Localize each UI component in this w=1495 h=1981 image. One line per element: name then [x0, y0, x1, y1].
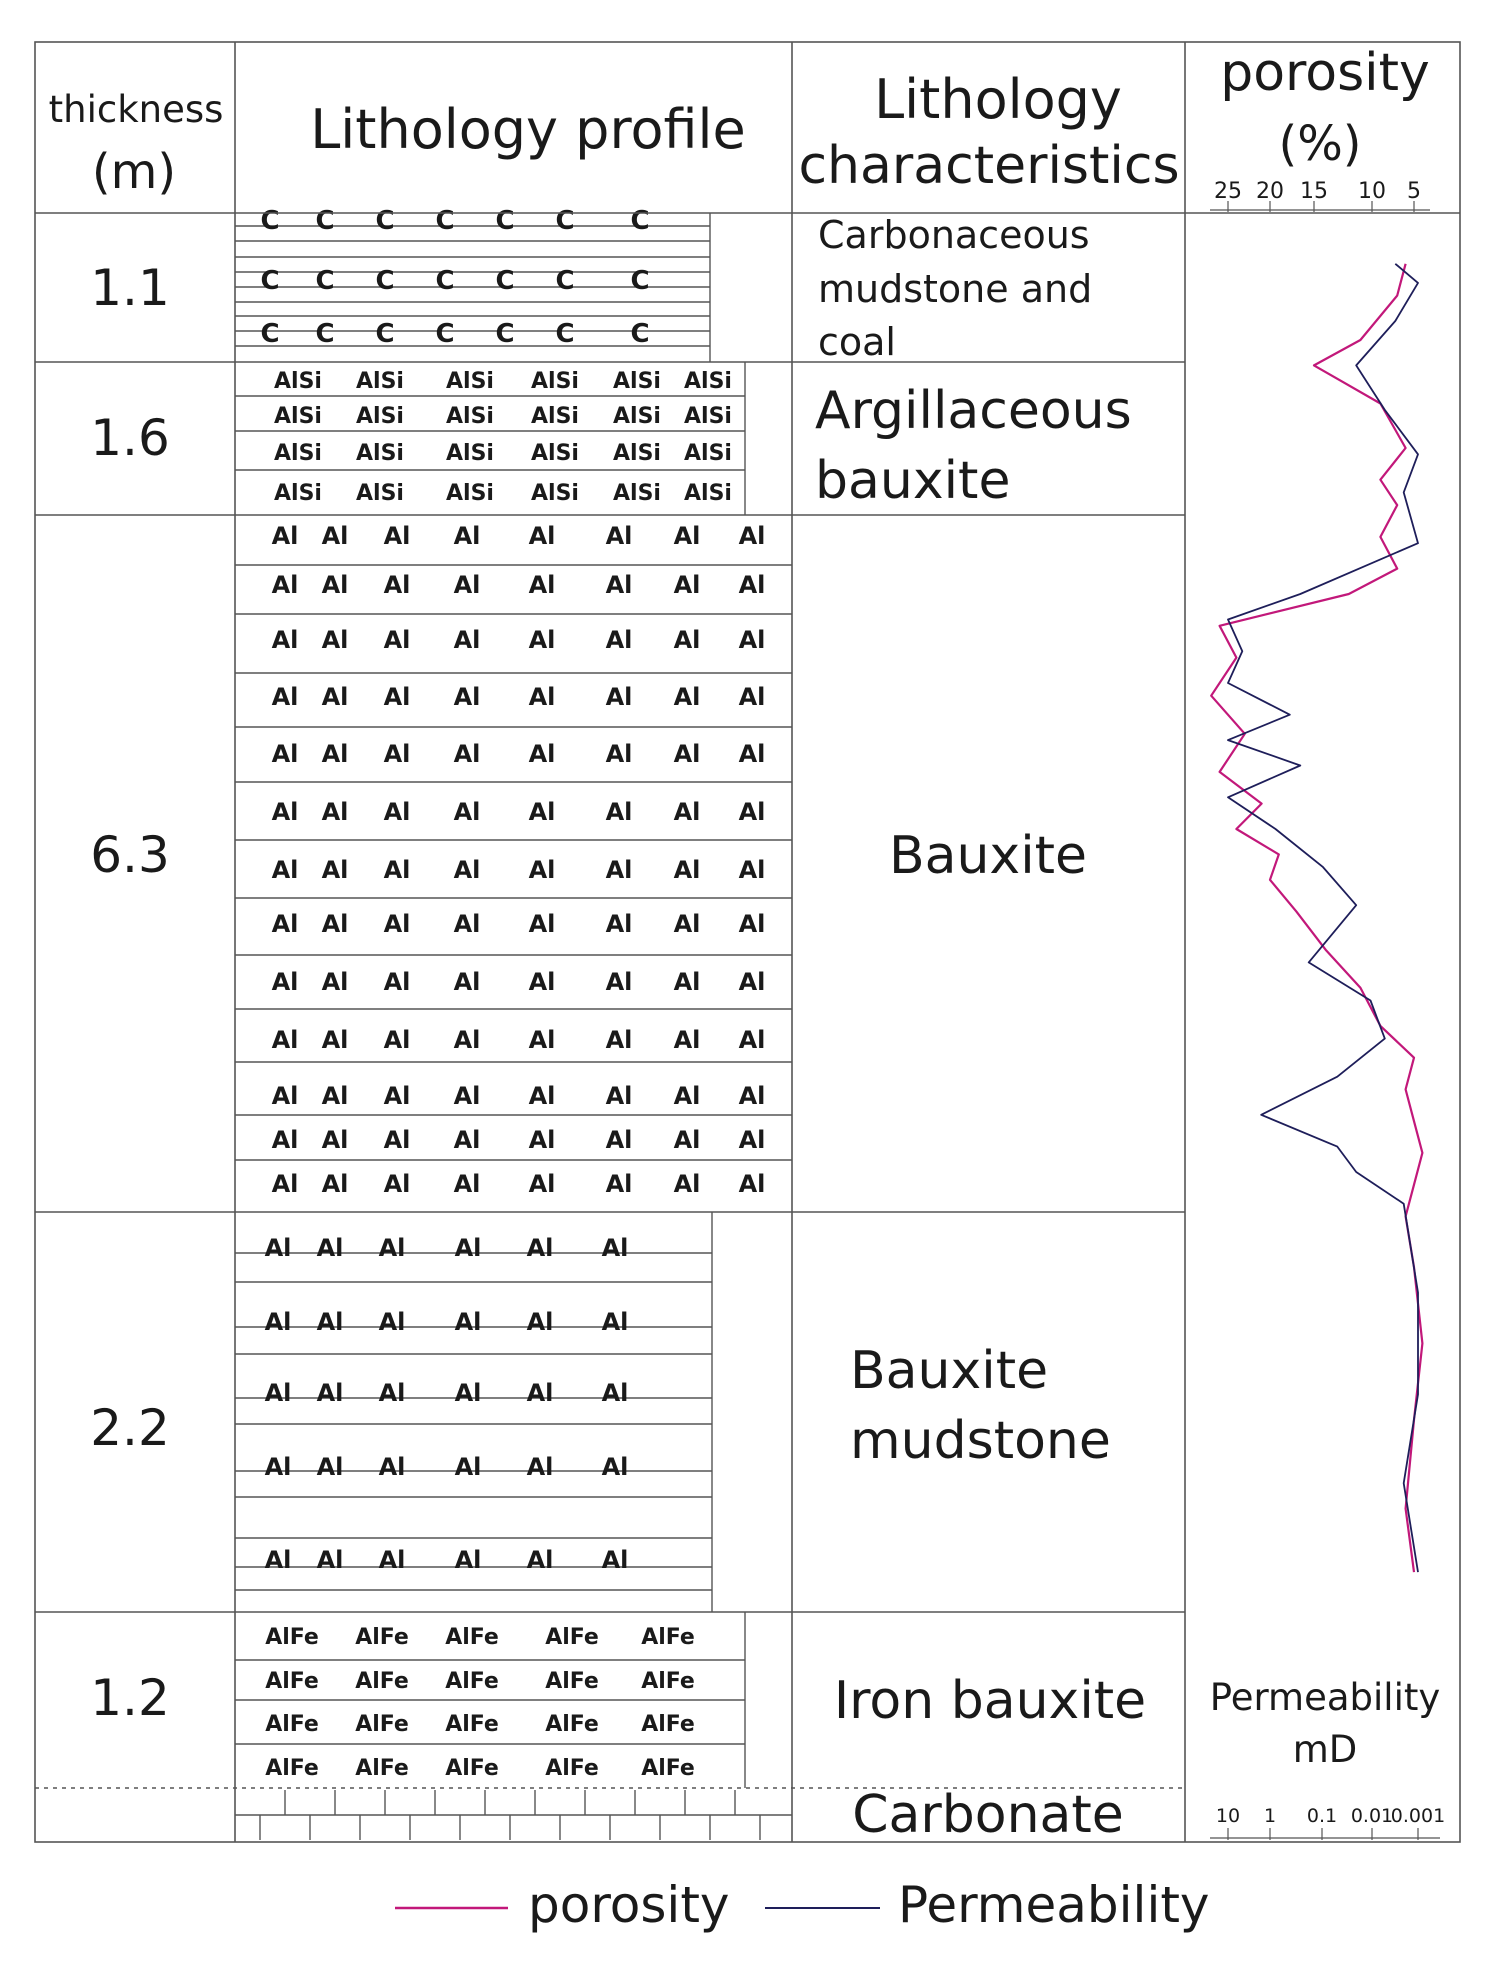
pattern-symbol: Al	[738, 1126, 766, 1154]
pattern-symbol: Al	[453, 1082, 481, 1110]
table-border	[35, 42, 1460, 1842]
legend-permeability-label: Permeability	[898, 1876, 1210, 1934]
pattern-symbol: AlSi	[531, 369, 579, 394]
pattern-symbol: Al	[528, 1170, 556, 1198]
layer-thickness: 1.2	[90, 1669, 170, 1727]
pattern-symbol: Al	[321, 626, 349, 654]
pattern-symbol: Al	[316, 1546, 344, 1574]
pattern-symbol: Al	[601, 1379, 629, 1407]
pattern-symbol: Al	[601, 1453, 629, 1481]
pattern-symbol: Al	[528, 626, 556, 654]
pattern-symbol: Al	[383, 1026, 411, 1054]
pattern-symbol: Al	[605, 1082, 633, 1110]
layer-description: Carbonate	[852, 1785, 1124, 1845]
pattern-symbol: Al	[264, 1379, 292, 1407]
layer-description: Iron bauxite	[833, 1671, 1147, 1731]
pattern-symbol: Al	[526, 1379, 554, 1407]
porosity-curve	[1211, 264, 1422, 1572]
pattern-symbol: Al	[605, 968, 633, 996]
pattern-symbol: C	[555, 319, 575, 349]
pattern-symbol: Al	[271, 571, 299, 599]
pattern-symbol: Al	[383, 910, 411, 938]
pattern-symbol: C	[260, 319, 280, 349]
pattern-symbol: Al	[454, 1234, 482, 1262]
pattern-symbol: Al	[383, 522, 411, 550]
pattern-symbol: AlFe	[445, 1712, 499, 1737]
pattern-symbol: AlFe	[265, 1669, 319, 1694]
pattern-symbol: Al	[316, 1453, 344, 1481]
pattern-symbol: Al	[673, 626, 701, 654]
layer-description: mudstone	[850, 1411, 1111, 1471]
thickness-header: thickness	[48, 88, 224, 131]
log-curves	[1211, 264, 1422, 1572]
pattern-symbol: Al	[738, 910, 766, 938]
pattern-symbol: AlSi	[446, 481, 494, 506]
pattern-symbol: AlSi	[356, 404, 404, 429]
pattern-symbol: C	[495, 266, 515, 296]
pattern-symbol: AlSi	[356, 441, 404, 466]
pattern-symbol: Al	[526, 1453, 554, 1481]
pattern-symbol: Al	[378, 1379, 406, 1407]
pattern-symbol: Al	[605, 798, 633, 826]
table-grid	[35, 42, 1460, 1842]
pattern-symbol: Al	[271, 683, 299, 711]
layer-description: Argillaceous	[815, 381, 1132, 441]
pattern-symbol: Al	[528, 683, 556, 711]
pattern-symbol: Al	[453, 571, 481, 599]
pattern-symbol: AlSi	[274, 369, 322, 394]
layer-description: bauxite	[815, 451, 1011, 511]
pattern-symbol: AlFe	[445, 1669, 499, 1694]
pattern-symbol: C	[555, 206, 575, 236]
pattern-symbol: Al	[453, 683, 481, 711]
pattern-symbol: Al	[453, 856, 481, 884]
pattern-symbol: C	[315, 266, 335, 296]
pattern-symbol: Al	[378, 1234, 406, 1262]
pattern-symbol: Al	[383, 740, 411, 768]
pattern-symbol: Al	[321, 522, 349, 550]
layer-thickness: 6.3	[90, 826, 170, 884]
pattern-symbol: C	[495, 319, 515, 349]
pattern-symbol: Al	[321, 856, 349, 884]
pattern-symbol: AlFe	[355, 1756, 409, 1781]
pattern-symbol: AlSi	[613, 369, 661, 394]
layer-description: Bauxite	[888, 826, 1088, 886]
pattern-symbol: AlSi	[274, 404, 322, 429]
pattern-symbol: Al	[738, 1082, 766, 1110]
pattern-symbol: AlFe	[641, 1625, 695, 1650]
pattern-symbol: AlFe	[545, 1625, 599, 1650]
pattern-symbol: C	[375, 266, 395, 296]
layer-description: mudstone and	[818, 267, 1093, 311]
pattern-symbol: Al	[453, 626, 481, 654]
pattern-symbol: Al	[271, 1026, 299, 1054]
pattern-symbol: Al	[453, 1170, 481, 1198]
pattern-symbol: AlFe	[355, 1669, 409, 1694]
permeability-unit: mD	[1292, 1728, 1358, 1771]
pattern-symbol: Al	[383, 683, 411, 711]
pattern-symbol: Al	[271, 856, 299, 884]
pattern-symbol: Al	[378, 1453, 406, 1481]
table-header	[49, 43, 1430, 212]
pattern-symbol: Al	[453, 522, 481, 550]
pattern-symbol: Al	[454, 1453, 482, 1481]
porosity-unit: (%)	[1278, 116, 1362, 172]
pattern-symbol: AlSi	[613, 441, 661, 466]
pattern-symbol: Al	[383, 571, 411, 599]
pattern-symbol: Al	[528, 968, 556, 996]
pattern-symbol: Al	[264, 1453, 292, 1481]
pattern-symbol: Al	[738, 626, 766, 654]
pattern-symbol: Al	[738, 740, 766, 768]
pattern-symbol: Al	[605, 1026, 633, 1054]
pattern-symbol: Al	[528, 571, 556, 599]
pattern-symbol: Al	[673, 1026, 701, 1054]
layer-description: Carbonaceous	[818, 213, 1090, 257]
layer-thickness: 2.2	[90, 1399, 170, 1457]
pattern-symbol: C	[435, 266, 455, 296]
pattern-symbol: Al	[601, 1546, 629, 1574]
pattern-symbol: Al	[453, 798, 481, 826]
pattern-symbol: Al	[528, 1026, 556, 1054]
permeability-tick-label: 0.001	[1390, 1805, 1446, 1827]
pattern-symbol: Al	[601, 1308, 629, 1336]
pattern-symbol: Al	[321, 1082, 349, 1110]
thickness-unit: (m)	[91, 144, 177, 200]
pattern-symbol: Al	[321, 798, 349, 826]
layer-description: coal	[818, 320, 896, 364]
pattern-symbol: Al	[383, 1170, 411, 1198]
pattern-symbol: AlFe	[641, 1712, 695, 1737]
pattern-symbol: Al	[673, 1170, 701, 1198]
permeability-tick-label: 10	[1215, 1805, 1241, 1827]
pattern-symbol: Al	[321, 571, 349, 599]
pattern-symbol: Al	[321, 740, 349, 768]
pattern-symbol: Al	[321, 683, 349, 711]
pattern-symbol: Al	[673, 968, 701, 996]
pattern-symbol: Al	[738, 1026, 766, 1054]
pattern-symbol: Al	[528, 522, 556, 550]
pattern-symbol: Al	[673, 856, 701, 884]
pattern-symbol: Al	[454, 1308, 482, 1336]
pattern-symbol: AlFe	[355, 1625, 409, 1650]
pattern-symbol: Al	[454, 1379, 482, 1407]
layer-thickness: 1.6	[90, 409, 170, 467]
permeability-scale	[1210, 1676, 1445, 1840]
pattern-symbol: C	[260, 266, 280, 296]
pattern-symbol: Al	[528, 856, 556, 884]
pattern-symbol: Al	[738, 1170, 766, 1198]
pattern-symbol: Al	[605, 1126, 633, 1154]
pattern-symbol: AlSi	[356, 369, 404, 394]
pattern-symbol: AlSi	[684, 369, 732, 394]
lithology-patterns	[235, 206, 792, 1840]
pattern-symbol: Al	[321, 1126, 349, 1154]
pattern-symbol: Al	[378, 1308, 406, 1336]
pattern-symbol: C	[260, 206, 280, 236]
pattern-symbol: Al	[264, 1234, 292, 1262]
porosity-tick-label: 10	[1358, 179, 1386, 204]
pattern-symbol: AlSi	[613, 481, 661, 506]
pattern-symbol: AlFe	[445, 1756, 499, 1781]
pattern-symbol: AlFe	[265, 1625, 319, 1650]
pattern-symbol: AlFe	[445, 1625, 499, 1650]
permeability-curve	[1228, 264, 1418, 1572]
pattern-symbol: Al	[738, 798, 766, 826]
pattern-symbol: Al	[453, 1126, 481, 1154]
porosity-tick-label: 15	[1300, 179, 1328, 204]
pattern-symbol: AlSi	[684, 481, 732, 506]
pattern-symbol: AlSi	[356, 481, 404, 506]
pattern-symbol: Al	[316, 1379, 344, 1407]
pattern-symbol: Al	[605, 626, 633, 654]
pattern-symbol: Al	[383, 968, 411, 996]
pattern-symbol: Al	[454, 1546, 482, 1574]
pattern-symbol: Al	[383, 1126, 411, 1154]
pattern-symbol: Al	[271, 798, 299, 826]
pattern-symbol: C	[630, 206, 650, 236]
pattern-symbol: Al	[321, 968, 349, 996]
pattern-symbol: Al	[738, 856, 766, 884]
legend	[395, 1876, 1210, 1934]
porosity-tick-label: 25	[1214, 179, 1242, 204]
characteristics-header: Lithology	[874, 68, 1122, 131]
pattern-symbol: Al	[378, 1546, 406, 1574]
pattern-symbol: AlFe	[545, 1756, 599, 1781]
pattern-symbol: Al	[383, 798, 411, 826]
pattern-symbol: C	[315, 206, 335, 236]
pattern-symbol: Al	[264, 1308, 292, 1336]
pattern-symbol: Al	[321, 1170, 349, 1198]
pattern-symbol: AlFe	[641, 1669, 695, 1694]
pattern-symbol: Al	[673, 571, 701, 599]
pattern-symbol: Al	[271, 626, 299, 654]
pattern-symbol: Al	[738, 683, 766, 711]
porosity-axis	[1210, 179, 1430, 212]
pattern-symbol: Al	[383, 856, 411, 884]
pattern-symbol: Al	[316, 1308, 344, 1336]
pattern-symbol: AlFe	[355, 1712, 409, 1737]
pattern-symbol: AlFe	[265, 1756, 319, 1781]
permeability-tick-label: 0.01	[1350, 1805, 1394, 1827]
pattern-symbol: Al	[321, 1026, 349, 1054]
permeability-label: Permeability	[1209, 1676, 1441, 1719]
pattern-symbol: Al	[738, 571, 766, 599]
pattern-symbol: Al	[526, 1546, 554, 1574]
porosity-header: porosity	[1220, 43, 1430, 103]
pattern-symbol: AlSi	[531, 481, 579, 506]
pattern-symbol: C	[630, 319, 650, 349]
pattern-symbol: AlSi	[531, 404, 579, 429]
pattern-symbol: Al	[673, 1082, 701, 1110]
pattern-symbol: AlSi	[446, 441, 494, 466]
pattern-symbol: C	[375, 319, 395, 349]
porosity-tick-label: 20	[1256, 179, 1284, 204]
pattern-symbol: Al	[528, 798, 556, 826]
pattern-symbol: Al	[271, 740, 299, 768]
pattern-symbol: AlSi	[446, 369, 494, 394]
pattern-symbol: AlFe	[545, 1712, 599, 1737]
pattern-symbol: AlSi	[274, 441, 322, 466]
permeability-tick-label: 1	[1263, 1805, 1277, 1827]
pattern-symbol: C	[555, 266, 575, 296]
pattern-symbol: Al	[605, 740, 633, 768]
pattern-symbol: Al	[271, 968, 299, 996]
pattern-symbol: Al	[601, 1234, 629, 1262]
pattern-symbol: Al	[673, 740, 701, 768]
pattern-symbol: Al	[605, 1170, 633, 1198]
pattern-symbol: Al	[526, 1234, 554, 1262]
pattern-symbol: Al	[673, 1126, 701, 1154]
pattern-symbol: Al	[528, 1082, 556, 1110]
pattern-symbol: C	[630, 266, 650, 296]
pattern-symbol: Al	[383, 626, 411, 654]
pattern-symbol: AlFe	[545, 1669, 599, 1694]
pattern-symbol: AlFe	[265, 1712, 319, 1737]
lithology-profile-header: Lithology profile	[310, 98, 746, 161]
pattern-symbol: Al	[673, 798, 701, 826]
pattern-symbol: Al	[271, 522, 299, 550]
pattern-symbol: Al	[528, 740, 556, 768]
layer-thickness: 1.1	[90, 259, 170, 317]
pattern-symbol: C	[435, 206, 455, 236]
pattern-symbol: Al	[271, 910, 299, 938]
pattern-symbol: Al	[673, 522, 701, 550]
porosity-tick-label: 5	[1407, 179, 1421, 204]
pattern-symbol: Al	[738, 968, 766, 996]
pattern-symbol: C	[315, 319, 335, 349]
legend-porosity-label: porosity	[528, 1876, 730, 1934]
characteristics-header-line2: characteristics	[798, 136, 1180, 196]
pattern-symbol: Al	[673, 683, 701, 711]
pattern-symbol: Al	[526, 1308, 554, 1336]
permeability-tick-label: 0.1	[1306, 1805, 1338, 1827]
pattern-symbol: Al	[738, 522, 766, 550]
pattern-symbol: C	[495, 206, 515, 236]
pattern-symbol: Al	[605, 683, 633, 711]
pattern-symbol: Al	[453, 1026, 481, 1054]
pattern-symbol: AlSi	[274, 481, 322, 506]
pattern-symbol: Al	[528, 1126, 556, 1154]
pattern-symbol: AlSi	[684, 441, 732, 466]
pattern-symbol: Al	[605, 856, 633, 884]
pattern-symbol: C	[435, 319, 455, 349]
pattern-symbol: Al	[453, 910, 481, 938]
pattern-symbol: AlSi	[684, 404, 732, 429]
pattern-symbol: Al	[673, 910, 701, 938]
pattern-symbol: Al	[605, 571, 633, 599]
pattern-symbol: Al	[271, 1126, 299, 1154]
pattern-symbol: Al	[316, 1234, 344, 1262]
layer-description: Bauxite	[850, 1341, 1049, 1401]
pattern-symbol: Al	[453, 740, 481, 768]
pattern-symbol: Al	[271, 1082, 299, 1110]
pattern-symbol: Al	[605, 522, 633, 550]
pattern-symbol: Al	[453, 968, 481, 996]
pattern-symbol: C	[375, 206, 395, 236]
pattern-symbol: AlFe	[641, 1756, 695, 1781]
permeability-axis	[1210, 1805, 1445, 1840]
pattern-symbol: AlSi	[531, 441, 579, 466]
pattern-symbol: Al	[605, 910, 633, 938]
pattern-symbol: Al	[383, 1082, 411, 1110]
pattern-symbol: Al	[528, 910, 556, 938]
pattern-symbol: Al	[264, 1546, 292, 1574]
pattern-symbol: AlSi	[613, 404, 661, 429]
pattern-symbol: Al	[271, 1170, 299, 1198]
pattern-symbol: Al	[321, 910, 349, 938]
pattern-symbol: AlSi	[446, 404, 494, 429]
